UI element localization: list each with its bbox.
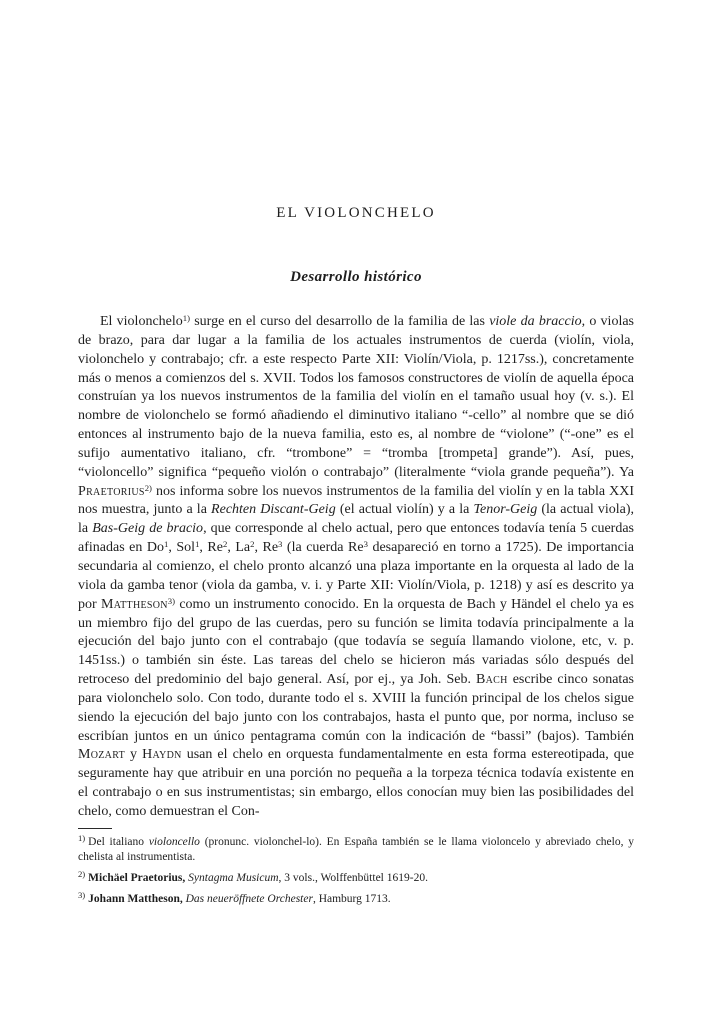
text-run: Das neueröffnete Orchester [185, 892, 313, 905]
text-run: , Sol [168, 540, 196, 556]
text-run: como un instrumento conocido. En la orquesta de Bach y Händel el chelo ya es un miembro fijo del grupo de las cuerdas, pero su función se limita todavía principalmente a la ejecución del bajo junto con el contrabajo (que todavía se seguía llamando violone, etc, v. p. 1451ss.) o también sin éste. Las tareas del chelo se hicieron más variadas sólo después del retroceso del predominio del bajo general. Así, por ej., ya Joh. Seb. [78, 596, 635, 688]
text-run: Mozart [78, 747, 125, 763]
text-run: Bach [476, 672, 508, 688]
text-run: y [124, 747, 143, 763]
footnote-2 [78, 871, 634, 886]
text-run: Haydn [142, 747, 182, 763]
text-run: , o violas de brazo, para dar lugar a la familia de los actuales instrumentos de cuerda (violín, viola, violonchelo y contrabajo; cfr. a este respecto Parte XII: Violín/Viola, p. 1217ss.), concretamente más o menos a comienzos del s. XVII. Todos los famosos constructores de violín de aquella época construían ya los nuevos instrumentos de la familia del violín en el tamaño usual hoy (v. s.). El nombre de violonchelo se formó añadiendo el diminutivo italiano “-cello” al nombre que se dió entonces al instrumento bajo de la nueva familia, esto es, al nombre de “violone” (“-one” es el sufijo aumentativo italiano, cfr. “trombone” = “tromba [trompeta] grande”). Así, pues, “violoncello” significa “pequeño violón o contrabajo” (literalmente “viola grande pequeña”). Ya [78, 314, 634, 480]
text-run: (pronunc. violonchel-lo). En España también se le llama violoncelo y abreviado chelo, y chelista al instrumentista. [78, 835, 635, 863]
footnote-text [88, 893, 391, 905]
text-run: (la actual viola), la [78, 502, 634, 537]
footnote-marker: 3) [78, 890, 86, 901]
text-run: 3) [167, 595, 176, 606]
footnotes-section [78, 835, 634, 907]
text-run: violoncello [148, 835, 200, 848]
text-run: 3 [278, 539, 283, 550]
text-run: Tenor-Geig [473, 502, 538, 518]
text-run: Bas-Geig de bracio [92, 521, 204, 537]
text-run: nos informa sobre los nuevos instrumentos de la familia del violín y en la tabla XXI nos muestra, junto a la [78, 483, 634, 518]
text-run: , 3 vols., Wolffenbüttel 1619-20. [278, 871, 428, 884]
footnote-marker: 1) [78, 833, 86, 844]
text-run: surge en el curso del desarrollo de la familia de las [190, 314, 490, 329]
text-run: Praetorius [78, 483, 145, 499]
text-run: 1 [164, 539, 169, 550]
footnote-separator [78, 828, 112, 829]
text-run: (la cuerda Re [282, 540, 364, 556]
text-run: (el actual violín) y a la [335, 502, 474, 518]
section-subtitle: Desarrollo histórico [290, 269, 422, 285]
text-run: Johann Mattheson, [88, 892, 183, 905]
text-run: Syntagma Musicum [188, 871, 279, 884]
text-run: desapareció en torno a 1725). De importancia secundaria al comienzo, el chelo pronto alcanzó una plaza importante en la orquesta al lado de la viola da gamba tenor (viola da gamba, v. i. y Parte XII: Violín/Viola, p. 1218) y así es descrito ya por [78, 540, 634, 612]
text-run: 3 [363, 539, 368, 550]
text-run: , Re [254, 540, 279, 556]
text-run: 1 [195, 539, 200, 550]
footnote-marker: 2) [78, 869, 86, 880]
text-run: usan el chelo en orquesta fundamentalmente en esta forma estereotipada, que seguramente hay que atribuir en una porción no pequeña a la torpeza técnica todavía existente en el contrabajo o en sus instrumentistas; sin embargo, ellos conocían muy bien las posibilidades del chelo, como demuestran el Con- [78, 747, 635, 819]
text-run: 2 [222, 539, 228, 550]
footnote-3 [78, 892, 634, 907]
body-paragraph [78, 313, 634, 822]
text-run: Michäel Praetorius, [88, 871, 186, 884]
text-run: 1) [182, 313, 190, 324]
text-run: , Re [199, 540, 223, 556]
text-run: Del italiano [88, 835, 149, 848]
text-run: 2 [250, 539, 255, 550]
text-run: El violonchelo [100, 314, 183, 329]
text-run: escribe cinco sonatas para violonchelo solo. Con todo, durante todo el s. XVIII la función principal de los chelos sigue siendo la ejecución del bajo junto con los contrabajos, hasta el punto que, por norma, incluso se escribían juntos en un único pentagrama común con la indicación de “bassi” (bajos). También [78, 672, 634, 744]
footnote-1 [78, 835, 634, 865]
text-run: viole da braccio [489, 314, 582, 329]
text-run: Rechten Discant-Geig [211, 502, 336, 518]
text-run: Mattheson [100, 596, 168, 612]
text-run: , La [227, 540, 251, 556]
page-title: EL VIOLONCHELO [276, 205, 436, 221]
text-run: , Hamburg 1713. [312, 892, 391, 905]
text-run: , que corresponde al chelo actual, pero que entonces todavía tenía 5 cuerdas afinadas en Do [78, 521, 634, 556]
footnote-text [88, 872, 428, 884]
text-run: 2) [144, 482, 152, 493]
footnote-text [78, 836, 634, 863]
